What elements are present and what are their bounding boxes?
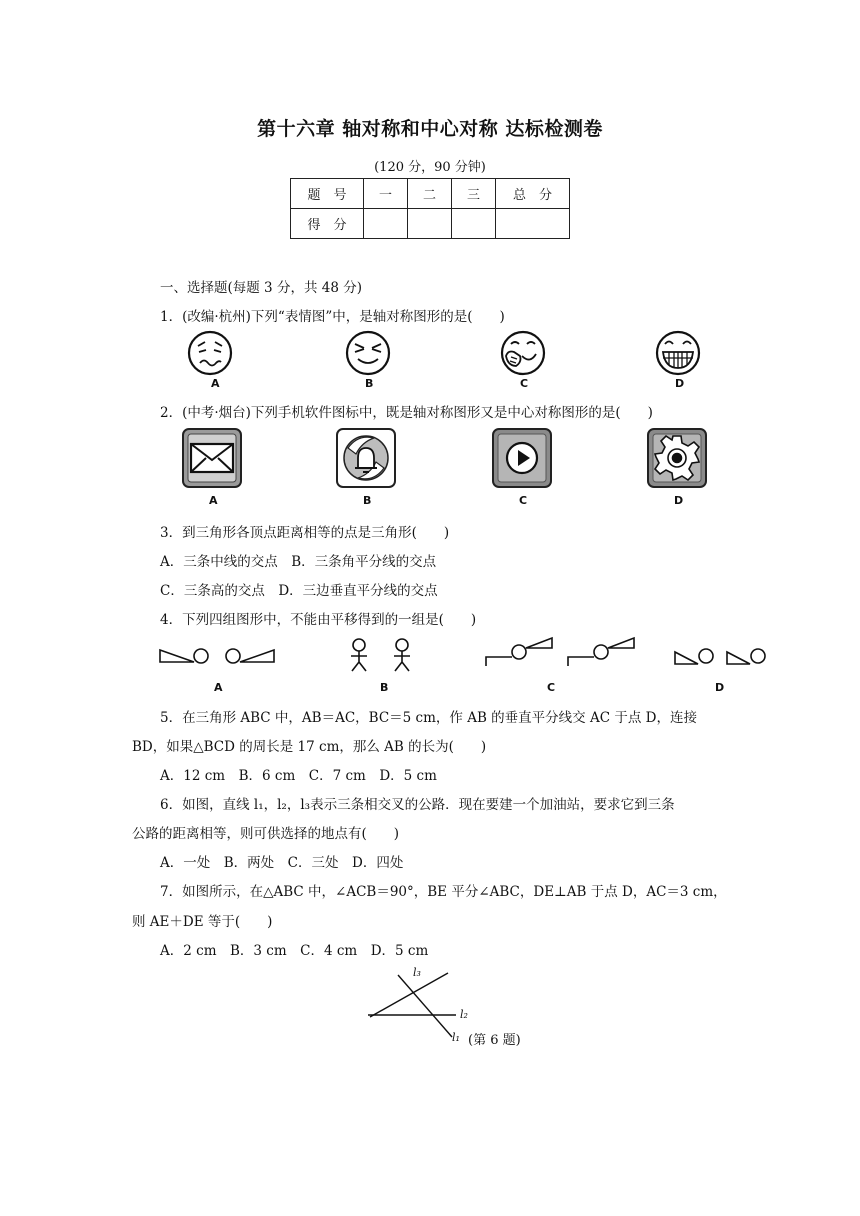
mail-app-icon — [182, 428, 242, 488]
question-3-options-1: A．三条中线的交点 B．三条角平分线的交点 — [160, 554, 437, 570]
question-5-options: A．12 cm B．6 cm C．7 cm D．5 cm — [160, 768, 437, 784]
option-label: A — [214, 681, 223, 694]
line-label-l2: l₂ — [460, 1008, 468, 1021]
face-a-icon — [185, 330, 235, 376]
option-label: A — [209, 494, 218, 507]
option-label: A — [211, 377, 220, 390]
option-label: D — [715, 681, 725, 694]
shape-b-icon — [344, 636, 418, 676]
question-6-options: A．一处 B．两处 C．三处 D．四处 — [160, 855, 404, 871]
shape-a-icon — [158, 636, 276, 676]
table-cell: 题 号 — [291, 179, 364, 209]
question-7-options: A．2 cm B．3 cm C．4 cm D．5 cm — [160, 943, 429, 959]
face-c-icon — [498, 330, 548, 376]
question-3-options-2: C．三条高的交点 D．三边垂直平分线的交点 — [160, 583, 438, 599]
line-label-l1: l₁ — [452, 1031, 460, 1044]
question-7-line-2: 则 AE＋DE 等于( ) — [132, 914, 273, 930]
option-label: D — [675, 377, 685, 390]
shape-d-icon — [672, 640, 770, 670]
question-7-line-1: 7．如图所示，在△ABC 中，∠ACB＝90°，BE 平分∠ABC，DE⊥AB 于点 D，AC＝3 cm， — [160, 884, 727, 900]
option-label: B — [365, 377, 374, 390]
table-cell: 三 — [452, 179, 496, 209]
question-4: 4．下列四组图形中，不能由平移得到的一组是( ) — [160, 612, 477, 628]
bell-app-icon — [336, 428, 396, 488]
shape-c-icon — [482, 630, 636, 672]
table-cell: 总 分 — [496, 179, 570, 209]
question-6-line-2: 公路的距离相等，则可供选择的地点有( ) — [132, 826, 400, 842]
option-label: C — [520, 377, 529, 390]
table-cell[interactable] — [452, 209, 496, 239]
table-cell: 二 — [408, 179, 452, 209]
play-app-icon — [492, 428, 552, 488]
question-3: 3．到三角形各顶点距离相等的点是三角形( ) — [160, 525, 450, 541]
section-heading: 一、选择题(每题 3 分，共 48 分) — [160, 280, 362, 296]
table-cell[interactable] — [364, 209, 408, 239]
table-row — [291, 209, 570, 239]
line-label-l3: l₃ — [413, 966, 421, 979]
question-5-line-2: BD，如果△BCD 的周长是 17 cm，那么 AB 的长为( ) — [132, 739, 487, 755]
table-cell: 得 分 — [291, 209, 364, 239]
table-row — [291, 179, 570, 209]
option-label: B — [363, 494, 372, 507]
question-5-line-1: 5．在三角形 ABC 中，AB＝AC，BC＝5 cm，作 AB 的垂直平分线交 AC 于点 D，连接 — [160, 710, 697, 726]
face-b-icon — [343, 330, 393, 376]
page-subtitle: (120 分，90 分钟) — [374, 160, 486, 175]
option-label: C — [547, 681, 556, 694]
question-1: 1．(改编·杭州)下列“表情图”中，是轴对称图形的是( ) — [160, 309, 505, 325]
gear-app-icon — [647, 428, 707, 488]
table-cell: 一 — [364, 179, 408, 209]
option-label: B — [380, 681, 389, 694]
score-table — [290, 178, 570, 239]
table-cell[interactable] — [408, 209, 452, 239]
option-label: C — [519, 494, 528, 507]
figure-caption: (第 6 题) — [468, 1033, 521, 1048]
table-cell[interactable] — [496, 209, 570, 239]
question-6-line-1: 6．如图，直线 l₁，l₂，l₃表示三条相交叉的公路．现在要建一个加油站，要求它到三条 — [160, 797, 675, 813]
face-d-icon — [653, 330, 703, 376]
question-2: 2．(中考·烟台)下列手机软件图标中，既是轴对称图形又是中心对称图形的是( ) — [160, 405, 653, 421]
page-title: 第十六章 轴对称和中心对称 达标检测卷 — [257, 118, 603, 140]
option-label: D — [674, 494, 684, 507]
